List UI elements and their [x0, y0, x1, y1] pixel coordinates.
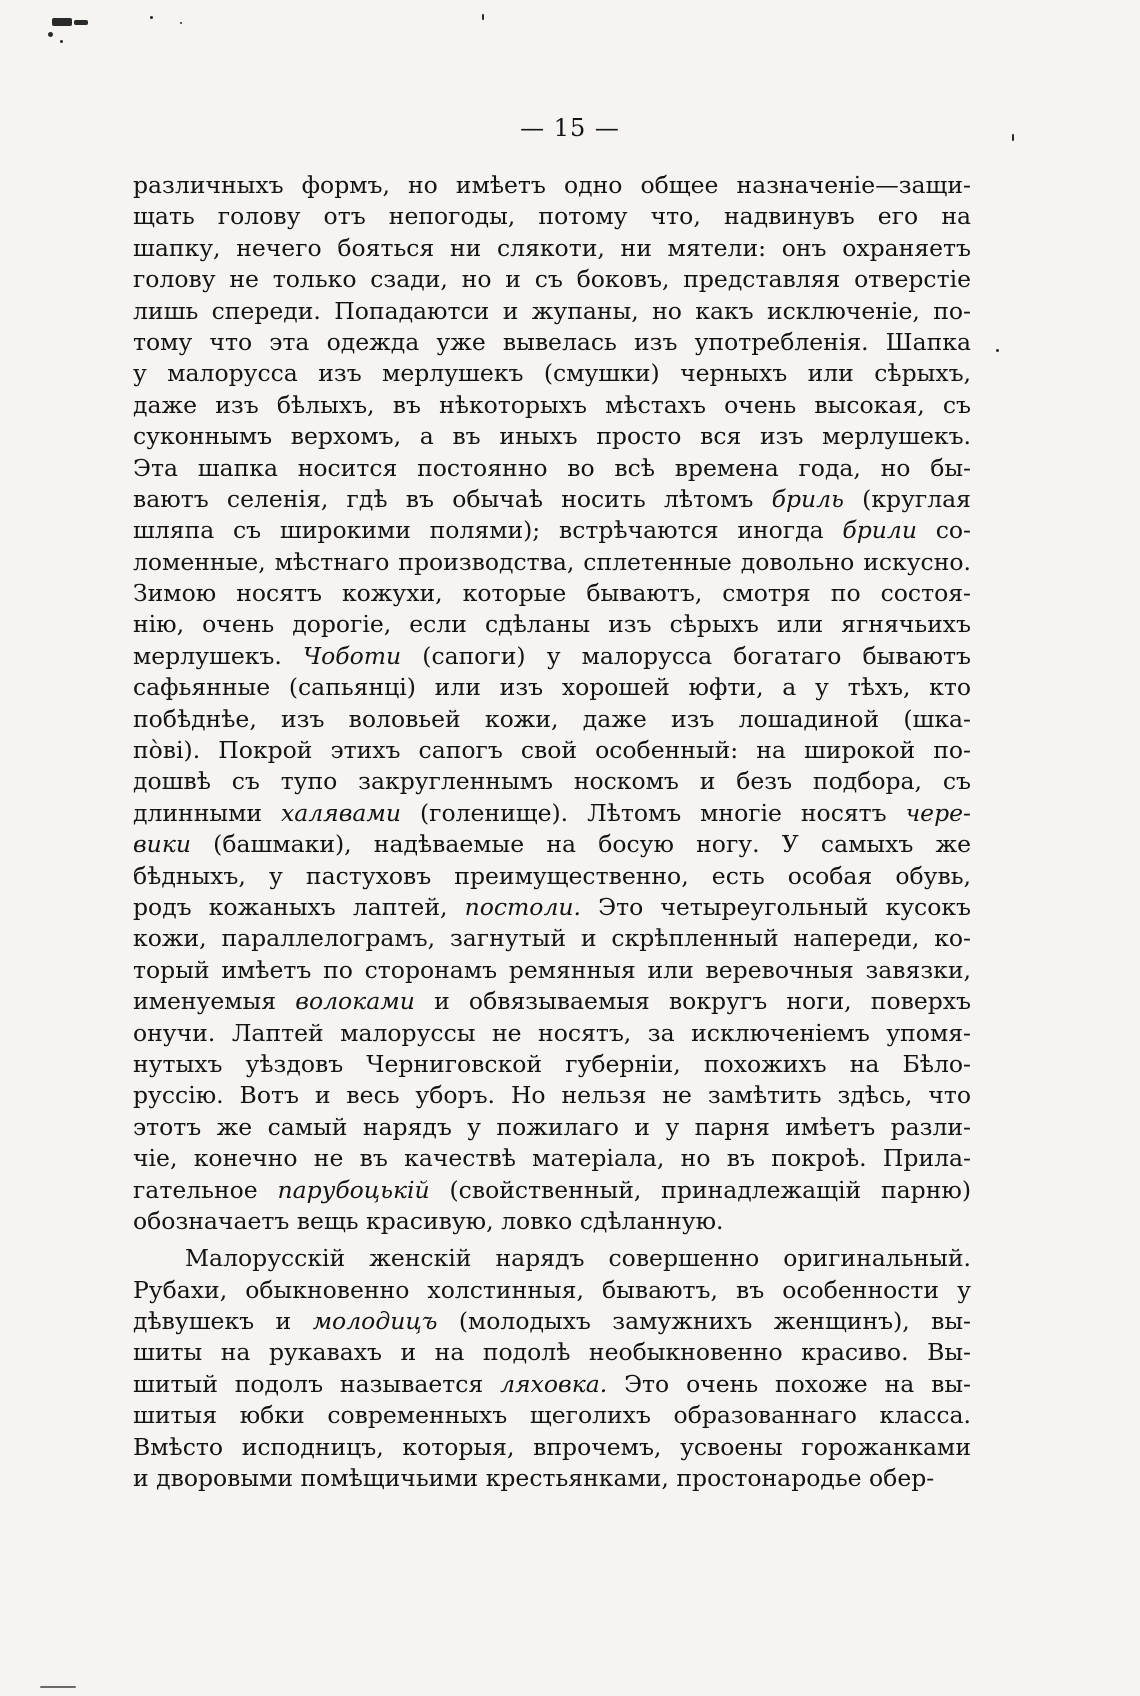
- text-run: пòві). Покрой этихъ сапогъ свой особенный: на широкой по-: [133, 736, 971, 765]
- scan-speck: [48, 32, 53, 37]
- scan-speck: [180, 22, 182, 24]
- text-run: (молодыхъ замужнихъ женщинъ), вы-: [437, 1307, 971, 1336]
- paragraph: [133, 170, 971, 1237]
- text-run: дѣвушекъ и: [133, 1307, 313, 1336]
- italic-term: ляховка.: [500, 1369, 608, 1398]
- text-run: Малорусскій женскій нарядъ совершенно оригинальный.: [185, 1244, 971, 1273]
- italic-term: чере-: [905, 798, 971, 827]
- text-line: [133, 1275, 971, 1306]
- text-line: [133, 672, 971, 703]
- text-run: Зимою носятъ кожухи, которые бываютъ, смотря по состоя-: [133, 579, 971, 608]
- italic-term: Чоботи: [302, 641, 402, 670]
- body-text: [133, 170, 971, 1494]
- text-run: шляпа съ широкими полями); встрѣчаются иногда: [133, 516, 843, 545]
- text-run: нутыхъ уѣздовъ Черниговской губерніи, похожихъ на Бѣло-: [133, 1049, 971, 1078]
- italic-term: постоли.: [464, 892, 582, 921]
- text-run: онучи. Лаптей малоруссы не носятъ, за исключеніемъ упомя-: [133, 1018, 971, 1047]
- text-run: шиты на рукавахъ и на подолѣ необыкновенно красиво. Вы-: [133, 1338, 971, 1367]
- text-line: [133, 735, 971, 766]
- text-run: Это четыреугольный кусокъ: [581, 892, 972, 921]
- text-run: шапку, нечего бояться ни слякоти, ни мятели: онъ охраняетъ: [133, 233, 971, 262]
- text-run: Это очень похоже на вы-: [607, 1369, 971, 1398]
- text-run: руссію. Вотъ и весь уборъ. Но нельзя не замѣтить здѣсь, что: [133, 1081, 971, 1110]
- text-run: ломенные, мѣстнаго производства, сплетенные довольно искусно.: [133, 547, 971, 576]
- text-run: Эта шапка носится постоянно во всѣ времена года, но бы-: [133, 453, 971, 482]
- text-run: кожи, параллелограмъ, загнутый и скрѣпленный напереди, ко-: [133, 924, 971, 953]
- text-line: [133, 1463, 971, 1494]
- text-run: побѣднѣе, изъ воловьей кожи, даже изъ лошадиной (шка-: [133, 704, 971, 733]
- paragraph: [133, 1243, 971, 1494]
- text-run: мерлушекъ.: [133, 641, 303, 670]
- text-line: [133, 1018, 971, 1049]
- text-run: нію, очень дорогіе, если сдѣланы изъ сѣрыхъ или ягнячьихъ: [133, 610, 971, 639]
- text-run: (сапоги) у малорусса богатаго бываютъ: [401, 641, 971, 670]
- scan-speck: [40, 1686, 76, 1688]
- text-line: [133, 1337, 971, 1368]
- text-run: шитый подолъ называется: [133, 1369, 501, 1398]
- scan-speck: [996, 349, 999, 352]
- text-line: [133, 264, 971, 295]
- text-line: [133, 704, 971, 735]
- italic-term: халявами: [280, 798, 402, 827]
- text-run: Рубахи, обыкновенно холстинныя, бываютъ, въ особенности у: [133, 1275, 971, 1304]
- text-run: тому что эта одежда уже вывелась изъ употребленія. Шапка: [133, 327, 971, 356]
- text-line: [133, 453, 971, 484]
- text-line: [133, 798, 971, 829]
- italic-term: молодицъ: [312, 1307, 438, 1336]
- text-line: [133, 986, 971, 1017]
- text-run: даже изъ бѣлыхъ, въ нѣкоторыхъ мѣстахъ очень высокая, съ: [133, 390, 971, 419]
- text-line: [133, 1432, 971, 1463]
- text-run: сафьянные (сапьянці) или изъ хорошей юфти, а у тѣхъ, кто: [133, 673, 971, 702]
- text-line: [133, 1243, 971, 1274]
- scan-speck: [52, 18, 72, 26]
- text-line: [133, 1049, 971, 1080]
- scan-speck: [74, 20, 88, 25]
- text-line: [133, 578, 971, 609]
- text-run: ваютъ селенія, гдѣ въ обычаѣ носить лѣтомъ: [133, 484, 772, 513]
- text-run: длинными: [133, 798, 281, 827]
- text-line: [133, 327, 971, 358]
- scan-speck: [482, 14, 484, 20]
- text-line: [133, 170, 971, 201]
- italic-term: волоками: [295, 987, 415, 1016]
- italic-term: бриль: [771, 484, 844, 513]
- text-line: [133, 1206, 971, 1237]
- text-line: [133, 358, 971, 389]
- italic-term: парубоцькій: [277, 1175, 430, 1204]
- text-line: [133, 390, 971, 421]
- text-run: щать голову отъ непогоды, потому что, надвинувъ его на: [133, 202, 971, 231]
- italic-term: брили: [842, 516, 917, 545]
- text-run: дошвѣ съ тупо закругленнымъ носкомъ и безъ подбора, съ: [133, 767, 971, 796]
- text-run: бѣдныхъ, у пастуховъ преимущественно, есть особая обувь,: [133, 861, 971, 890]
- text-line: [133, 955, 971, 986]
- text-line: [133, 1080, 971, 1111]
- scan-speck: [150, 16, 153, 19]
- text-line: [133, 923, 971, 954]
- text-run: со-: [916, 516, 971, 545]
- text-run: и обвязываемыя вокругъ ноги, поверхъ: [414, 987, 972, 1016]
- text-line: [133, 609, 971, 640]
- text-line: [133, 1400, 971, 1431]
- text-run: этотъ же самый нарядъ у пожилаго и у парня имѣетъ разли-: [133, 1112, 971, 1141]
- text-line: [133, 1306, 971, 1337]
- text-line: [133, 1369, 971, 1400]
- text-line: [133, 861, 971, 892]
- text-run: различныхъ формъ, но имѣетъ одно общее назначеніе—защи-: [133, 171, 971, 199]
- text-line: [133, 484, 971, 515]
- text-run: (башмаки), надѣваемые на босую ногу. У самыхъ же: [190, 830, 971, 859]
- text-run: у малорусса изъ мерлушекъ (смушки) черныхъ или сѣрыхъ,: [133, 359, 971, 388]
- text-line: [133, 766, 971, 797]
- text-run: шитыя юбки современныхъ щеголихъ образованнаго класса.: [133, 1401, 971, 1430]
- text-line: [133, 296, 971, 327]
- text-run: голову не только сзади, но и съ боковъ, представляя отверстіе: [133, 265, 971, 294]
- text-line: [133, 547, 971, 578]
- text-line: [133, 892, 971, 923]
- text-run: родъ кожаныхъ лаптей,: [133, 892, 465, 921]
- text-line: [133, 421, 971, 452]
- text-line: [133, 1143, 971, 1174]
- text-line: [133, 1112, 971, 1143]
- text-line: [133, 233, 971, 264]
- text-run: (голенище). Лѣтомъ многіе носятъ: [401, 798, 906, 827]
- italic-term: вики: [133, 830, 191, 859]
- text-run: (круглая: [843, 484, 971, 513]
- text-line: [133, 641, 971, 672]
- text-line: [133, 829, 971, 860]
- text-run: обозначаетъ вещь красивую, ловко сдѣланную.: [133, 1206, 724, 1235]
- text-run: (свойственный, принадлежащій парню): [429, 1175, 971, 1204]
- text-run: Вмѣсто исподницъ, которыя, впрочемъ, усвоены горожанками: [133, 1432, 971, 1461]
- text-run: лишь спереди. Попадаютси и жупаны, но какъ исключеніе, по-: [133, 296, 971, 325]
- text-line: [133, 201, 971, 232]
- text-run: торый имѣетъ по сторонамъ ремянныя или веревочныя завязки,: [133, 955, 971, 984]
- text-run: суконнымъ верхомъ, а въ иныхъ просто вся изъ мерлушекъ.: [133, 422, 971, 451]
- text-line: [133, 1175, 971, 1206]
- scan-speck: [60, 40, 63, 43]
- page-number: — 15 —: [520, 114, 620, 142]
- text-line: [133, 515, 971, 546]
- text-run: гательное: [133, 1175, 278, 1204]
- text-run: и дворовыми помѣщичьими крестьянками, простонародье обер-: [133, 1464, 935, 1493]
- text-run: чіе, конечно не въ качествѣ матеріала, но въ покроѣ. Прила-: [133, 1144, 971, 1173]
- text-run: именуемыя: [133, 987, 296, 1016]
